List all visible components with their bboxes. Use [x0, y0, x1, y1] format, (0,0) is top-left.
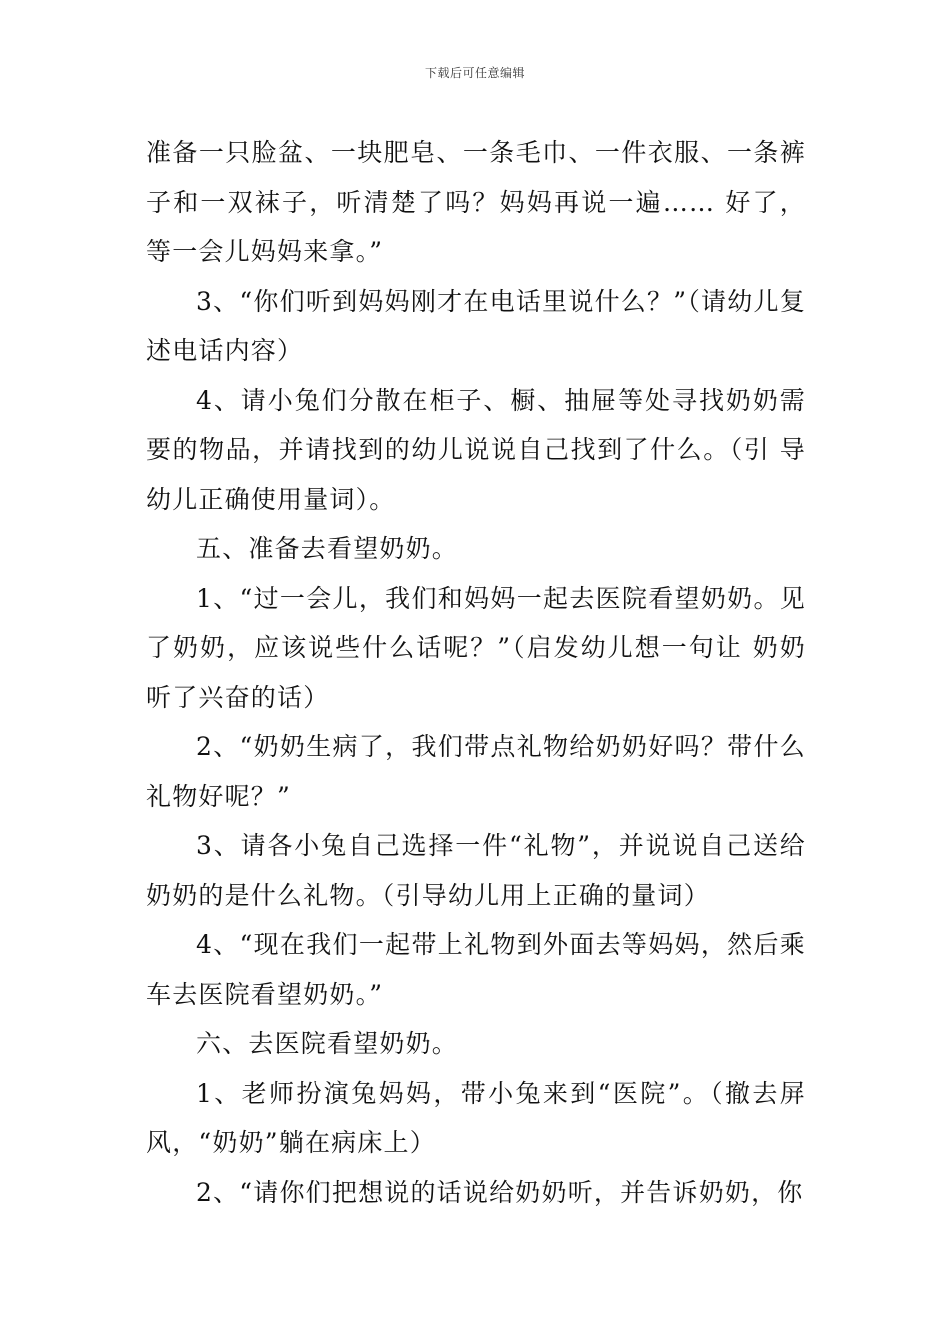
paragraph-10: 1、老师扮演兔妈妈，带小兔来到“医院”。（撤去屏风，“奶奶”躺在病床上） — [146, 1078, 806, 1157]
section-heading-6: 六、去医院看望奶奶。 — [196, 1029, 459, 1058]
paragraph-1: 准备一只脸盆、一块肥皂、一条毛巾、一件衣服、一条裤子和一双袜子，听清楚了吗？妈妈再说一遍…… 好了，等一会儿妈妈来拿。” — [146, 138, 806, 266]
section-heading-5: 五、准备去看望奶奶。 — [196, 534, 459, 563]
page-header-note: 下载后可任意编辑 — [424, 66, 525, 80]
paragraph-6: 2、“奶奶生病了，我们带点礼物给奶奶好吗？带什么礼物好呢？” — [146, 732, 806, 811]
paragraph-8: 4、“现在我们一起带上礼物到外面去等妈妈，然后乘车去医院看望奶奶。” — [146, 930, 806, 1009]
paragraph-2: 3、“你们听到妈妈刚才在电话里说什么？”（请幼儿复述电话内容） — [146, 286, 806, 365]
paragraph-11: 2、“请你们把想说的话说给奶奶听，并告诉奶奶，你 — [196, 1177, 804, 1207]
paragraph-7: 3、请各小兔自己选择一件“礼物”，并说说自己送给奶奶的是什么礼物。（引导幼儿用上正确的量词） — [146, 831, 806, 910]
document-body — [146, 128, 806, 1217]
paragraph-5: 1、“过一会儿，我们和妈妈一起去医院看望奶奶。见了奶奶，应该说些什么话呢？”（启发幼儿想一句让 奶奶听了兴奋的话） — [146, 583, 806, 712]
paragraph-3: 4、请小兔们分散在柜子、橱、抽屉等处寻找奶奶需要的物品，并请找到的幼儿说说自己找到了什么。（引 导幼儿正确使用量词）。 — [146, 385, 806, 514]
